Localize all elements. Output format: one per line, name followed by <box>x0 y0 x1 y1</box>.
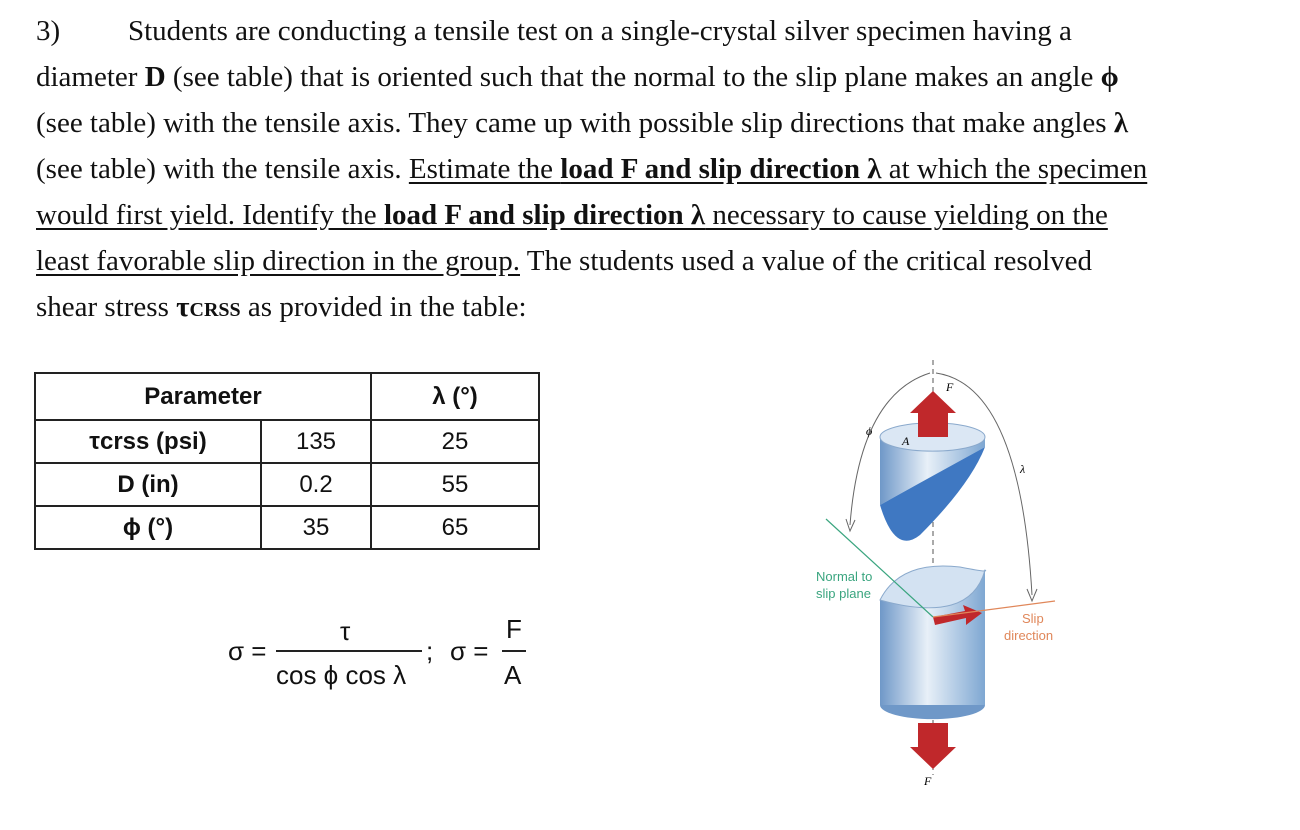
problem-line-5: would first yield. Identify the load F and slip direction λ necessary to cause yielding on the <box>36 199 1108 231</box>
problem-line-1: 3) Students are conducting a tensile test on a single-crystal silver specimen having a <box>36 8 1246 54</box>
force-numerator: F <box>506 614 522 644</box>
diameter-symbol: D <box>144 61 166 93</box>
table-row <box>35 506 539 549</box>
row-label: τcrss (psi) <box>35 420 261 463</box>
sigma-equals-1: σ = <box>228 636 267 666</box>
problem-line-2: diameter D (see table) that is oriented such that the normal to the slip plane makes an angle ϕ <box>36 61 1119 93</box>
tau-numerator: τ <box>340 616 351 646</box>
slip-label-2: direction <box>1004 628 1054 643</box>
problem-line-6: least favorable slip direction in the group. The students used a value of the critical resolved <box>36 245 1093 277</box>
row-value: 0.2 <box>261 463 371 506</box>
row-value: 35 <box>261 506 371 549</box>
force-bottom-label: F <box>924 774 932 788</box>
area-label: A <box>902 434 910 448</box>
stress-formula <box>228 610 548 700</box>
cos-denominator: cos ϕ cos λ <box>276 660 407 690</box>
row-label: D (in) <box>35 463 261 506</box>
table-header-row <box>35 373 539 420</box>
fraction-bar-2 <box>502 650 526 652</box>
fraction-bar-1 <box>276 650 422 652</box>
problem-statement <box>36 8 1246 330</box>
slip-label-1: Slip <box>1022 611 1044 626</box>
normal-label-2: slip plane <box>816 586 871 601</box>
row-value: 135 <box>261 420 371 463</box>
row-lambda: 55 <box>371 463 539 506</box>
table-row <box>35 420 539 463</box>
area-denominator: A <box>504 660 522 690</box>
sigma-equals-2: σ = <box>450 636 489 666</box>
phi-label: ϕ <box>866 424 873 438</box>
slip-diagram <box>800 355 1100 795</box>
row-lambda: 65 <box>371 506 539 549</box>
problem-number: 3) <box>36 15 61 47</box>
lambda-symbol: λ <box>1113 107 1129 139</box>
bottom-force-arrow <box>910 723 956 769</box>
row-label: ϕ (°) <box>35 506 261 549</box>
phi-symbol: ϕ <box>1100 61 1119 93</box>
problem-line-3: (see table) with the tensile axis. They came up with possible slip directions that make angles λ <box>36 107 1129 139</box>
problem-line-7: shear stress τCRSS as provided in the table: <box>36 291 527 323</box>
row-lambda: 25 <box>371 420 539 463</box>
table-row <box>35 463 539 506</box>
header-parameter: Parameter <box>35 373 371 420</box>
problem-line-4: (see table) with the tensile axis. Estimate the load F and slip direction λ at which the specimen <box>36 153 1148 185</box>
normal-label-1: Normal to <box>816 569 873 584</box>
force-top-label: F <box>946 380 954 394</box>
parameter-table <box>34 372 540 550</box>
semicolon: ; <box>426 636 434 666</box>
lower-cylinder <box>880 566 986 719</box>
lambda-label: λ <box>1020 462 1026 476</box>
header-lambda: λ (°) <box>371 373 539 420</box>
